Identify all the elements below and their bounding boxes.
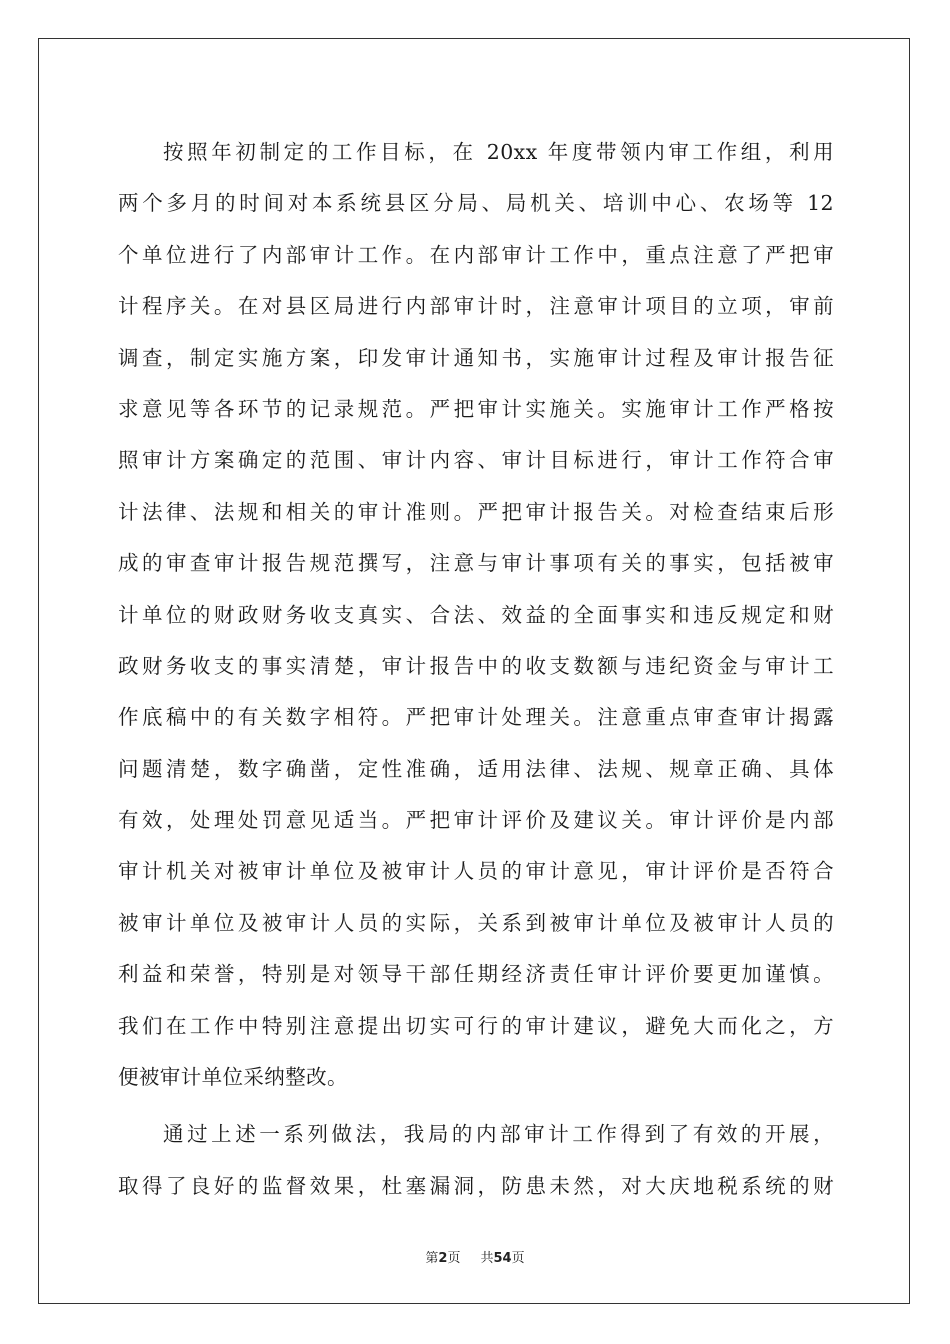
text-line: 通过上述一系列做法，我局的内部审计工作得到了有效的开展， xyxy=(163,1122,834,1147)
text-line: 计程序关。在对县区局进行内部审计时，注意审计项目的立项，审前 xyxy=(118,294,834,319)
text-line: 调查，制定实施方案，印发审计通知书，实施审计过程及审计报告征 xyxy=(118,345,834,370)
text-line: 个单位进行了内部审计工作。在内部审计工作中，重点注意了严把审 xyxy=(118,242,834,267)
total-pages: 54 xyxy=(493,1251,512,1266)
text-line: 两个多月的时间对本系统县区分局、局机关、培训中心、农场等 12 xyxy=(118,191,834,216)
total-prefix: 共 xyxy=(480,1251,494,1266)
paragraph xyxy=(118,1109,834,1212)
page-footer xyxy=(0,1247,950,1266)
text-line: 照审计方案确定的范围、审计内容、审计目标进行，审计工作符合审 xyxy=(118,448,834,473)
text-line: 计法律、法规和相关的审计准则。严把审计报告关。对检查结束后形 xyxy=(118,499,834,524)
text-line: 取得了良好的监督效果，杜塞漏洞，防患未然，对大庆地税系统的财 xyxy=(118,1173,834,1198)
text-line: 审计机关对被审计单位及被审计人员的审计意见，审计评价是否符合 xyxy=(118,859,834,884)
text-line: 便被审计单位采纳整改。 xyxy=(118,1065,348,1090)
page-suffix: 页 xyxy=(447,1251,461,1266)
text-line: 求意见等各环节的记录规范。严把审计实施关。实施审计工作严格按 xyxy=(118,396,834,421)
text-line: 被审计单位及被审计人员的实际，关系到被审计单位及被审计人员的 xyxy=(118,910,834,935)
total-suffix: 页 xyxy=(511,1251,525,1266)
text-line: 利益和荣誉，特别是对领导干部任期经济责任审计评价要更加谨慎。 xyxy=(118,962,834,987)
text-line: 按照年初制定的工作目标，在 20xx 年度带领内审工作组，利用 xyxy=(163,140,834,164)
paragraph xyxy=(118,127,834,1103)
text-line: 有效，处理处罚意见适当。严把审计评价及建议关。审计评价是内部 xyxy=(118,808,834,833)
text-line: 计单位的财政财务收支真实、合法、效益的全面事实和违反规定和财 xyxy=(118,602,834,627)
page-number: 2 xyxy=(438,1251,448,1266)
document-body xyxy=(118,127,834,1212)
text-line: 问题清楚，数字确凿，定性准确，适用法律、法规、规章正确、具体 xyxy=(118,756,834,781)
text-line: 成的审查审计报告规范撰写，注意与审计事项有关的事实，包括被审 xyxy=(118,551,834,576)
page-prefix: 第 xyxy=(425,1251,439,1266)
text-line: 我们在工作中特别注意提出切实可行的审计建议，避免大而化之，方 xyxy=(118,1013,834,1038)
text-line: 作底稿中的有关数字相符。严把审计处理关。注意重点审查审计揭露 xyxy=(118,705,834,730)
text-line: 政财务收支的事实清楚，审计报告中的收支数额与违纪资金与审计工 xyxy=(118,653,834,678)
